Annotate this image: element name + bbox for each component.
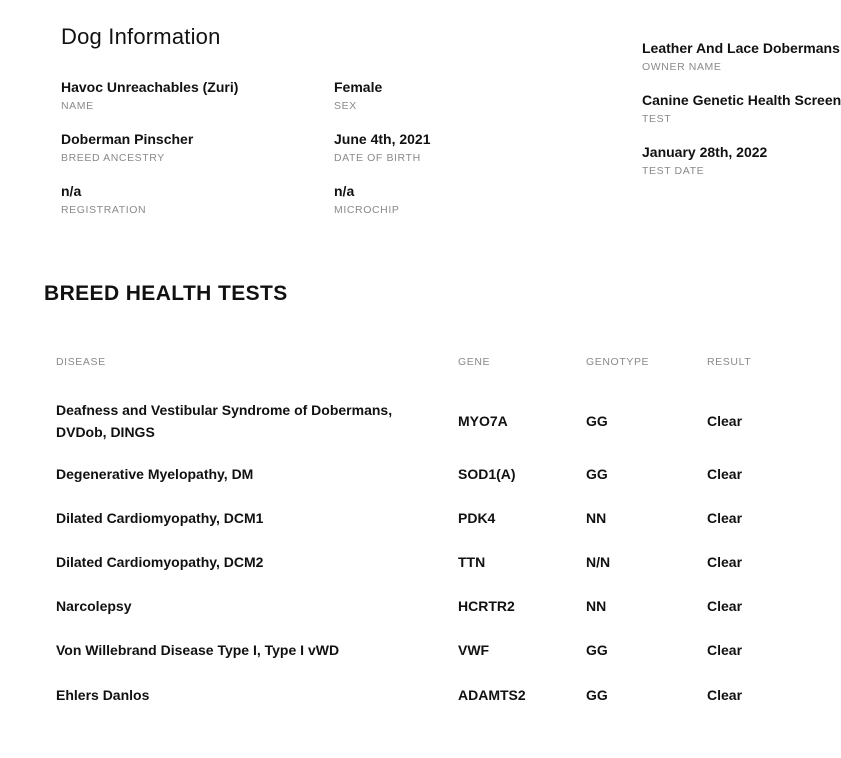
result-cell: Clear <box>707 413 743 429</box>
gene-cell: PDK4 <box>458 510 496 526</box>
disease-cell: Dilated Cardiomyopathy, DCM1 <box>56 510 264 526</box>
result-cell: Clear <box>707 554 743 570</box>
field-owner <box>642 39 840 74</box>
test-date-label: TEST DATE <box>642 165 705 177</box>
name-value: Havoc Unreachables (Zuri) <box>61 79 239 95</box>
disease-cell: Ehlers Danlos <box>56 687 150 703</box>
name-label: NAME <box>61 100 94 112</box>
genotype-cell: NN <box>586 510 607 526</box>
gene-cell: ADAMTS2 <box>458 687 526 703</box>
result-cell: Clear <box>707 510 743 526</box>
result-cell: Clear <box>707 466 743 482</box>
genotype-cell: N/N <box>586 554 611 570</box>
gene-cell: HCRTR2 <box>458 598 515 614</box>
column-header-gene: GENE <box>458 356 491 368</box>
result-cell: Clear <box>707 598 743 614</box>
test-label: TEST <box>642 113 672 125</box>
result-cell: Clear <box>707 687 743 703</box>
test-date-value: January 28th, 2022 <box>642 144 768 160</box>
column-header-disease: DISEASE <box>56 356 106 368</box>
dob-value: June 4th, 2021 <box>334 131 431 147</box>
field-sex <box>334 78 382 113</box>
field-test-date <box>642 143 767 178</box>
field-dob <box>334 130 431 165</box>
microchip-value: n/a <box>334 183 355 199</box>
gene-cell: VWF <box>458 642 490 658</box>
disease-cell: Narcolepsy <box>56 598 132 614</box>
registration-label: REGISTRATION <box>61 204 147 216</box>
gene-cell: MYO7A <box>458 413 508 429</box>
breed-health-tests-title: BREED HEALTH TESTS <box>44 282 288 305</box>
column-header-result: RESULT <box>707 356 752 368</box>
field-breed <box>61 130 193 165</box>
gene-cell: TTN <box>458 554 486 570</box>
field-test <box>642 91 841 126</box>
result-cell: Clear <box>707 642 743 658</box>
registration-value: n/a <box>61 183 82 199</box>
owner-label: OWNER NAME <box>642 61 722 73</box>
disease-cell: Degenerative Myelopathy, DM <box>56 466 254 482</box>
breed-value: Doberman Pinscher <box>61 131 194 147</box>
genotype-cell: GG <box>586 413 608 429</box>
disease-cell: Deafness and Vestibular Syndrome of Dobermans, DVDob, DINGS <box>56 402 393 440</box>
field-name <box>61 78 238 113</box>
genotype-cell: NN <box>586 598 607 614</box>
genotype-cell: GG <box>586 687 608 703</box>
owner-value: Leather And Lace Dobermans <box>642 40 840 56</box>
dog-information-title: Dog Information <box>61 24 221 49</box>
dob-label: DATE OF BIRTH <box>334 152 421 164</box>
genotype-cell: GG <box>586 466 608 482</box>
field-registration <box>61 182 146 217</box>
genotype-cell: GG <box>586 642 608 658</box>
breed-label: BREED ANCESTRY <box>61 152 165 164</box>
test-value: Canine Genetic Health Screen <box>642 92 841 108</box>
disease-cell: Von Willebrand Disease Type I, Type I vWD <box>56 642 340 658</box>
gene-cell: SOD1(A) <box>458 466 516 482</box>
sex-label: SEX <box>334 100 357 112</box>
sex-value: Female <box>334 79 383 95</box>
field-microchip <box>334 182 399 217</box>
disease-cell: Dilated Cardiomyopathy, DCM2 <box>56 554 264 570</box>
column-header-genotype: GENOTYPE <box>586 356 650 368</box>
microchip-label: MICROCHIP <box>334 204 400 216</box>
